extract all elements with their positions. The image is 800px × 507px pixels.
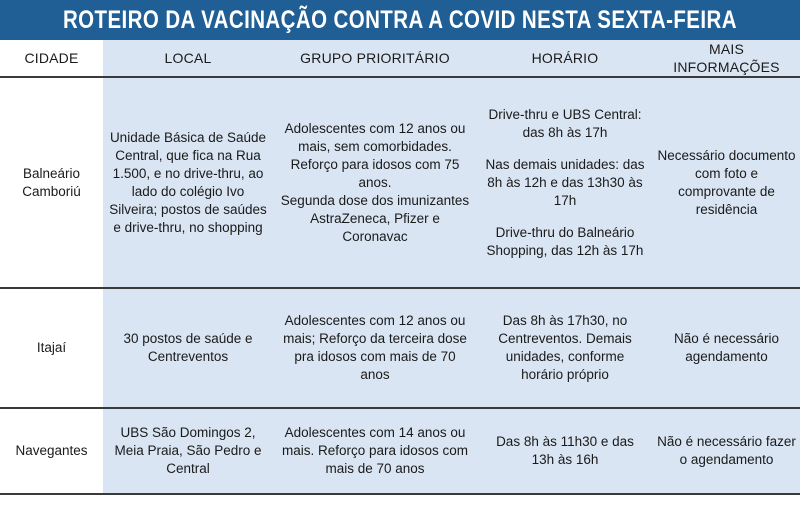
table-header-row bbox=[0, 40, 800, 78]
cell-local: UBS São Domingos 2, Meia Praia, São Pedro e Central bbox=[103, 409, 273, 493]
cell-local: Unidade Básica de Saúde Central, que fica na Rua 1.500, e no drive-thru, ao lado do colégio Ivo Silveira; postos de saúdes e drive-thru, no shopping bbox=[103, 78, 273, 287]
cell-grupo-part: Segunda dose dos imunizantes AstraZeneca, Pfizer e Coronavac bbox=[280, 192, 470, 244]
vaccination-table bbox=[0, 40, 800, 495]
header-cidade: CIDADE bbox=[0, 40, 103, 76]
header-local: LOCAL bbox=[103, 40, 273, 76]
header-info: MAIS INFORMAÇÕES bbox=[653, 40, 800, 76]
cell-grupo: Adolescentes com 14 anos ou mais. Reforço para idosos com mais de 70 anos bbox=[273, 409, 477, 493]
title-banner bbox=[0, 0, 800, 40]
cell-info: Não é necessário agendamento bbox=[653, 289, 800, 407]
cell-horario-part: Drive-thru e UBS Central: das 8h às 17h bbox=[488, 106, 642, 140]
cell-horario-part: Drive-thru do Balneário Shopping, das 12h às 17h bbox=[486, 224, 644, 258]
cell-grupo bbox=[273, 78, 477, 287]
cell-local: 30 postos de saúde e Centreventos bbox=[103, 289, 273, 407]
page-title: ROTEIRO DA VACINAÇÃO CONTRA A COVID NESTA SEXTA-FEIRA bbox=[63, 5, 737, 34]
cell-horario-part: Nas demais unidades: das 8h às 12h e das 13h30 às 17h bbox=[485, 156, 645, 208]
cell-cidade: Itajaí bbox=[0, 289, 103, 407]
header-grupo: GRUPO PRIORITÁRIO bbox=[273, 40, 477, 76]
cell-grupo-part: Adolescentes com 12 anos ou mais, sem comorbidades. Reforço para idosos com 75 anos. bbox=[284, 120, 466, 190]
cell-info: Necessário documento com foto e comprovante de residência bbox=[653, 78, 800, 287]
cell-horario: Das 8h às 17h30, no Centreventos. Demais unidades, conforme horário próprio bbox=[477, 289, 653, 407]
cell-cidade: Navegantes bbox=[0, 409, 103, 493]
table-row bbox=[0, 289, 800, 409]
cell-info: Não é necessário fazer o agendamento bbox=[653, 409, 800, 493]
cell-grupo: Adolescentes com 12 anos ou mais; Reforço da terceira dose pra idosos com mais de 70 anos bbox=[273, 289, 477, 407]
header-horario: HORÁRIO bbox=[477, 40, 653, 76]
table-row bbox=[0, 78, 800, 289]
table-row bbox=[0, 409, 800, 495]
cell-horario: Das 8h às 11h30 e das 13h às 16h bbox=[477, 409, 653, 493]
cell-horario bbox=[477, 78, 653, 287]
cell-cidade: Balneário Camboriú bbox=[0, 78, 103, 287]
